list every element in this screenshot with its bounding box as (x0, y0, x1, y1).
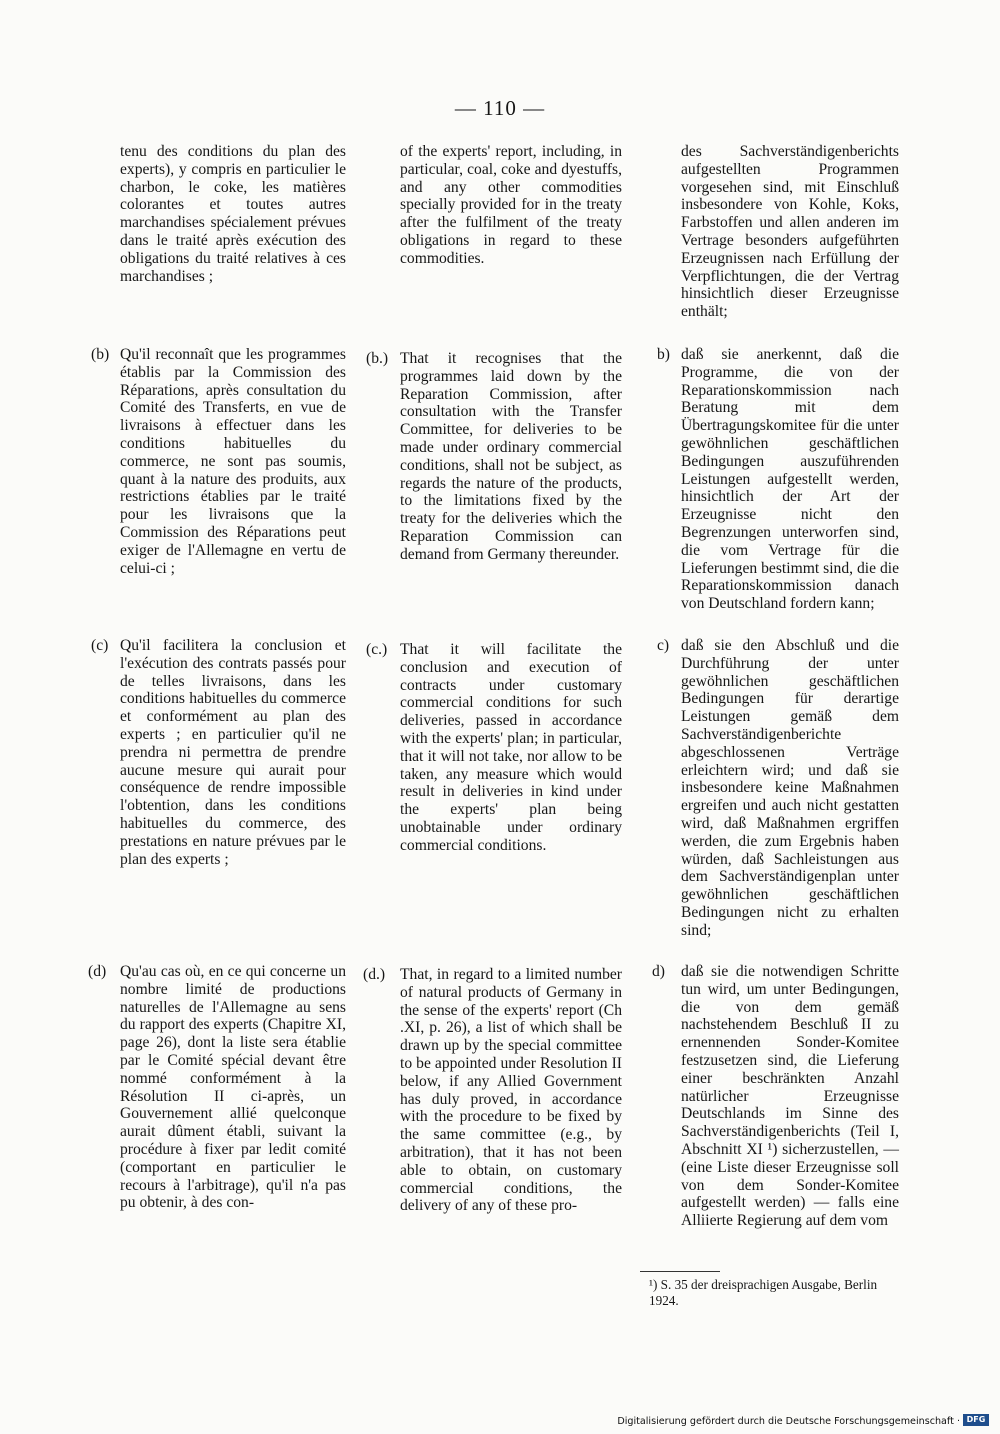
marker-de-b: b) (657, 346, 670, 363)
paragraph-de-c: daß sie den Abschluß und die Durchführung der unter gewöhnlichen geschäftlichen Bedingungen für derartige Leistungen gemäß dem Sachverständigenberichte abgeschlossenen Verträge erleichtern wird; und daß sie insbesondere keine Maßnahmen ergreifen und auch nicht gestatten wird, daß Maßnahmen ergriffen werden, die zum Ergebnis haben würden, daß Sachleistungen aus dem Sachverständigenplan unter gewöhnlichen geschäftlichen Bedingungen nicht zu erhalten sind; (681, 637, 899, 939)
footnote-divider (640, 1271, 720, 1272)
page-number: — 110 — (454, 96, 546, 120)
marker-fr-d: (d) (88, 963, 107, 980)
paragraph-fr-c: Qu'il facilitera la conclusion et l'exécution des contrats passés pour de telles livraisons, dans les conditions habituelles du commerce et conformément au plan des experts ; en particulier qu'il ne prendra ni permettra de prendre aucune mesure qui aurait pour conséquence de rendre impossible l'obtention, dans les conditions habituelles du commerce, des prestations en nature prévues par le plan des experts ; (120, 637, 346, 868)
marker-de-c: c) (657, 637, 670, 654)
digitization-credit: Digitalisierung gefördert durch die Deutsche Forschungsgemeinschaft · (617, 1416, 960, 1427)
paragraph-en-b: That it recognises that the programmes laid down by the Reparation Commission, after consultation with the Transfer Committee, for deliveries to be made under ordinary commercial conditions, shall not be subject, as regards the nature of the products, to the limitations fixed by the treaty for the deliveries which the Reparation Commission can demand from Germany thereunder. (400, 350, 622, 563)
paragraph-fr-d: Qu'au cas où, en ce qui concerne un nombre limité de productions naturelles de l'Allemagne au sens du rapport des experts (Chapitre XI, page 26), dont la liste sera établie par le Comité spécial devant être nommé conformément à la Résolution II ci-après, un Gouvernement allié quelconque aurait dûment établi, suivant la procédure à fixer par ledit comité (comportant en particulier le recours à l'arbitrage), qu'il n'a pas pu obtenir, à des con- (120, 963, 346, 1212)
paragraph-en-a-continued: of the experts' report, including, in particular, coal, coke and dyestuffs, and any other commodities specially provided for in the treaty after the fulfilment of the treaty obligations in regard to these commodities. (400, 143, 622, 267)
paragraph-de-d: daß sie die notwendigen Schritte tun wird, um unter Bedingungen, die von dem gemäß nachstehendem Beschluß II zu ernennenden Sonder-Komitee festzusetzen sind, die Lieferung einer beschränkten Anzahl natürlicher Erzeugnisse Deutschlands im Sinne des Sachverständigenberichts (Teil I, Abschnitt XI ¹) sicherzustellen, — (eine Liste dieser Erzeugnisse soll von dem Sonder-Komitee aufgestellt werden) — falls eine Alliierte Regierung auf dem vom (681, 963, 899, 1230)
marker-en-d: (d.) (363, 966, 386, 983)
paragraph-en-d: That, in regard to a limited number of natural products of Germany in the sense of the experts' report (Ch .XI, p. 26), a list of which shall be drawn up by the special committee to be appointed under Resolution II below, if any Allied Government has duly proved, in accordance with the procedure to be fixed by the same committee (e.g., by arbitration), that it has not been able to obtain, on customary commercial conditions, the delivery of any of these pro- (400, 966, 622, 1215)
paragraph-en-c: That it will facilitate the conclusion and execution of contracts under customary commercial conditions for such deliveries, passed in accordance with the experts' plan; in particular, that it will not take, nor allow to be taken, any measure which would result in deliveries in kind under the experts' plan being unobtainable under ordinary commercial conditions. (400, 641, 622, 854)
footnote: ¹) S. 35 der dreisprachigen Ausgabe, Berlin 1924. (649, 1277, 878, 1308)
marker-en-c: (c.) (366, 641, 388, 658)
paragraph-fr-b: Qu'il reconnaît que les programmes établis par la Commission des Réparations, après consultation du Comité des Transferts, en vue de livraisons à effectuer dans les conditions habituelles du commerce, ne sont pas soumis, quant à la nature des produits, aux restrictions établies par le traité pour les livraisons que la Commission des Réparations peut exiger de l'Allemagne en vertu de celui-ci ; (120, 346, 346, 577)
paragraph-de-a-continued: des Sachverständigenberichts aufgestellten Programmen vorgesehen sind, mit Einschluß insbesondere von Kohle, Koks, Farbstoffen und allen anderen im Vertrage besonders aufgeführten Erzeugnissen nach Erfüllung der Verpflichtungen, die der Vertrag hinsichtlich dieser Erzeugnisse enthält; (681, 143, 899, 321)
marker-fr-c: (c) (91, 637, 109, 654)
paragraph-de-b: daß sie anerkennt, daß die Programme, die von der Reparationskommission nach Beratung mit dem Übertragungskomitee für die unter gewöhnlichen geschäftlichen Bedingungen auszuführenden Leistungen aufgestellt werden, hinsichtlich der Art der Erzeugnisse nicht den Begrenzungen unterworfen sind, die vom Vertrage für die Lieferungen bestimmt sind, die die Reparationskommission danach von Deutschland fordern kann; (681, 346, 899, 613)
marker-en-b: (b.) (366, 350, 389, 367)
marker-fr-b: (b) (91, 346, 110, 363)
paragraph-fr-a-continued: tenu des conditions du plan des experts), y compris en particulier le charbon, le coke, les matières colorantes et toutes autres marchandises spécialement prévues dans le traité après exécution des obligations du traité relatives à ces marchandises ; (120, 143, 346, 285)
marker-de-d: d) (652, 963, 665, 980)
dfg-logo: DFG (963, 1414, 989, 1426)
